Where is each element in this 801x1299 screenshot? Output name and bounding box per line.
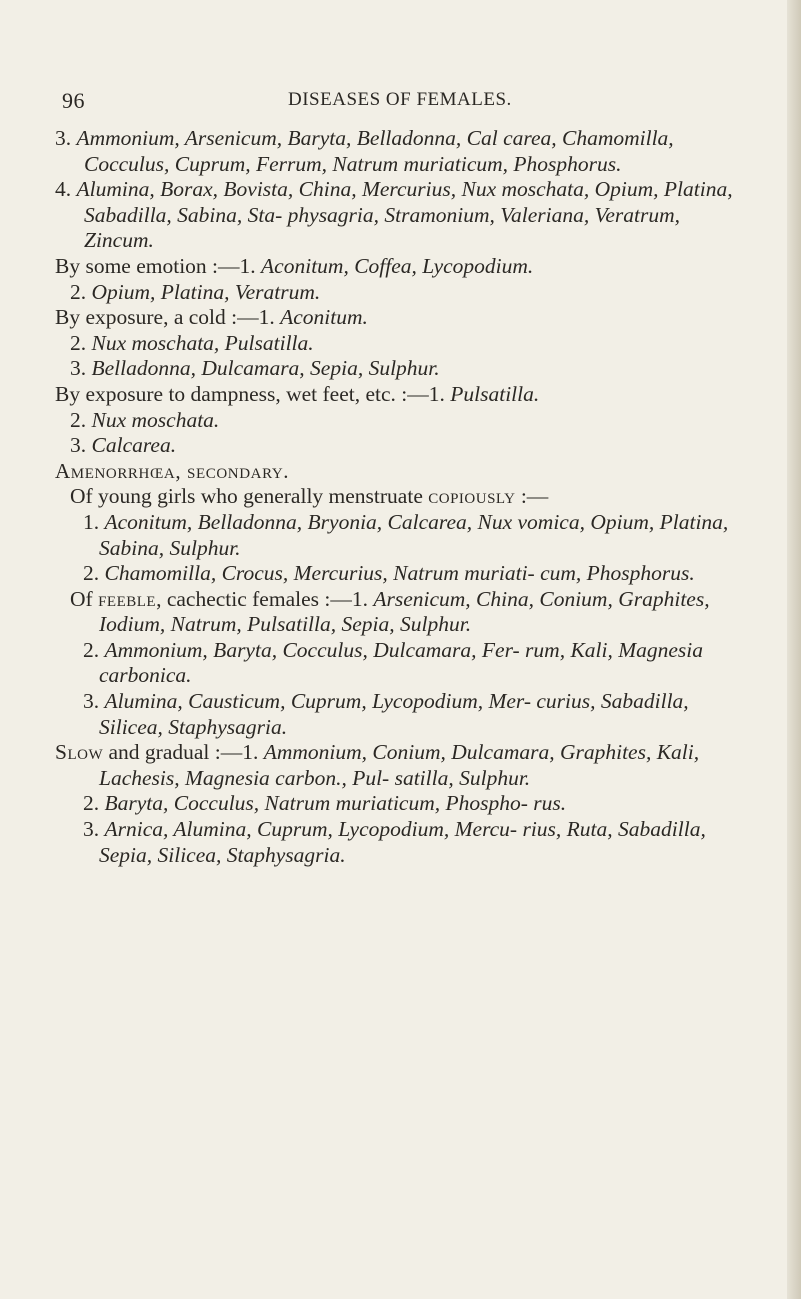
remedy-list: Nux moschata. [91, 407, 220, 432]
remedy-list: Baryta, Cocculus, Natrum muriaticum, Phospho- rus. [104, 791, 567, 816]
page-body [55, 126, 737, 868]
entry-lead: By exposure, a cold :—1. [55, 305, 281, 330]
item-number: 2. [83, 637, 105, 662]
item-number: 2. [83, 791, 105, 816]
slow-group-2 [55, 791, 737, 817]
item-number: 2. [70, 279, 92, 304]
exposure-group-2 [55, 331, 737, 357]
item-number: 3. [83, 817, 105, 842]
exposure-entry [55, 305, 737, 331]
page-number: 96 [62, 88, 85, 113]
item-number: 3. [55, 126, 77, 150]
remedy-group-4 [55, 177, 737, 254]
item-number: 1. [83, 509, 105, 534]
remedy-list: Pulsatilla. [450, 381, 540, 406]
remedy-list: Aconitum. [280, 305, 368, 330]
remedy-list: Chamomilla, Crocus, Mercurius, Natrum muriati- cum, Phosphorus. [104, 561, 695, 586]
remedy-list: Belladonna, Dulcamara, Sepia, Sulphur. [91, 356, 440, 381]
remedy-list: Nux moschata, Pulsatilla. [91, 330, 314, 355]
slow-entry [55, 740, 737, 791]
small-caps-term: feeble [98, 586, 157, 611]
item-number: 2. [83, 561, 105, 586]
young-girls-entry [55, 484, 737, 510]
small-caps-term: copiously [428, 484, 516, 509]
item-number: 4. [55, 177, 77, 202]
entry-lead-end: and gradual :—1. [103, 740, 264, 765]
item-number: 3. [83, 689, 105, 714]
remedy-list: Calcarea. [91, 433, 177, 458]
entry-lead-end: , cachectic females :—1. [156, 586, 374, 611]
dampness-group-3 [55, 433, 737, 459]
page-edge [787, 0, 801, 1299]
running-title: DISEASES OF FEMALES. [288, 89, 512, 110]
item-number: 3. [70, 433, 92, 458]
dampness-group-2 [55, 408, 737, 434]
small-caps-term: Slow [55, 740, 104, 765]
section-heading: Amenorrhœa, secondary. [55, 458, 290, 483]
remedy-list: Aconitum, Coffea, Lycopodium. [261, 253, 534, 278]
entry-lead: By exposure to dampness, wet feet, etc. :—1. [55, 381, 451, 406]
remedy-list: Arsenicum, China, Conium, Graphites, Iodium, Natrum, Pulsatilla, Sepia, Sulphur. [99, 586, 710, 637]
dampness-entry [55, 382, 737, 408]
young-girls-group-2 [55, 561, 737, 587]
remedy-group-3 [55, 126, 737, 177]
remedy-list: Ammonium, Baryta, Cocculus, Dulcamara, Fer- rum, Kali, Magnesia carbonica. [99, 637, 704, 688]
remedy-list: Alumina, Causticum, Cuprum, Lycopodium, Mer- curius, Sabadilla, Silicea, Staphysagria. [99, 689, 689, 739]
remedy-list: Opium, Platina, Veratrum. [91, 279, 321, 304]
feeble-entry [55, 587, 737, 638]
emotion-entry [55, 254, 737, 280]
item-number: 2. [70, 330, 92, 355]
entry-lead-end: :— [515, 484, 549, 509]
feeble-group-2 [55, 638, 737, 689]
entry-lead: Of [70, 586, 99, 611]
remedy-list: Alumina, Borax, Bovista, China, Mercurius, Nux moschata, Opium, Platina, Sabadilla, Sabina, Sta- physagria, Stramonium, Valeriana, Veratrum, Zincum. [76, 177, 733, 253]
remedy-list: Arnica, Alumina, Cuprum, Lycopodium, Mercu- rius, Ruta, Sabadilla, Sepia, Silicea, Staphysagria. [99, 817, 706, 867]
entry-lead: By some emotion :—1. [55, 253, 262, 278]
feeble-group-3 [55, 689, 737, 740]
item-number: 2. [70, 407, 92, 432]
slow-group-3 [55, 817, 737, 868]
remedy-list: Ammonium, Conium, Dulcamara, Graphites, Kali, Lachesis, Magnesia carbon., Pul- satilla, Sulphur. [99, 740, 700, 790]
item-number: 3. [70, 356, 92, 381]
entry-lead: Of young girls who generally menstruate [70, 484, 429, 509]
remedy-list: Aconitum, Belladonna, Bryonia, Calcarea, Nux vomica, Opium, Platina, Sabina, Sulphur. [99, 509, 729, 560]
emotion-group-2 [55, 280, 737, 306]
young-girls-group-1 [55, 510, 737, 561]
remedy-list: Ammonium, Arsenicum, Baryta, Belladonna, Cal carea, Chamomilla, Cocculus, Cuprum, Ferrum, Natrum muriaticum, Phosphorus. [76, 126, 674, 176]
exposure-group-3 [55, 356, 737, 382]
